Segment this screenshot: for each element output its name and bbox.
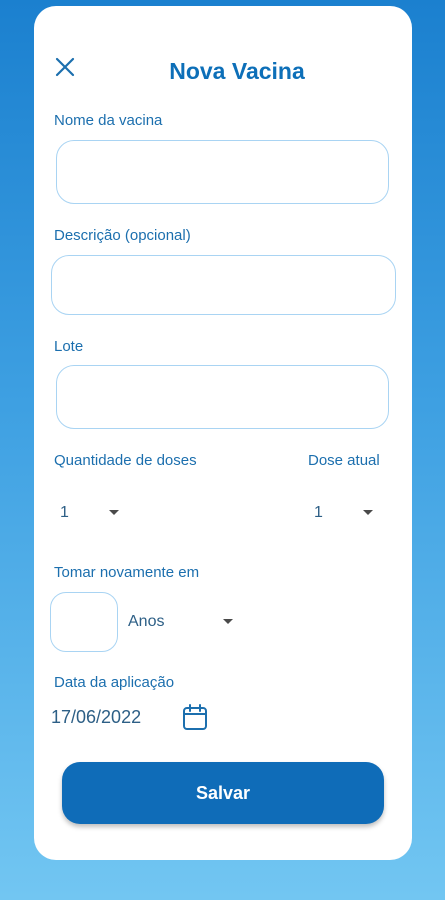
chevron-down-icon [223,619,233,624]
repeat-interval-input[interactable] [50,592,118,652]
lot-label: Lote [54,338,84,355]
repeat-unit-select[interactable] [128,611,238,633]
vaccine-name-label: Nome da vacina [54,112,163,129]
page-title: Nova Vacina [169,58,305,84]
lot-input[interactable] [56,365,389,429]
dose-quantity-label: Quantidade de doses [54,452,197,469]
dose-quantity-select[interactable] [60,502,124,524]
calendar-button[interactable] [182,704,208,737]
save-button[interactable]: Salvar [62,762,384,824]
repeat-label: Tomar novamente em [54,564,200,581]
application-date-label: Data da aplicação [54,674,175,691]
calendar-icon [182,704,208,732]
chevron-down-icon [363,510,373,515]
dose-quantity-value: 1 [60,504,69,521]
vaccine-name-input[interactable] [56,140,389,204]
current-dose-value: 1 [314,504,323,521]
description-input[interactable] [51,255,396,315]
new-vaccine-card [34,6,412,860]
application-date-value[interactable]: 17/06/2022 [51,707,142,727]
current-dose-label: Dose atual [308,452,380,469]
chevron-down-icon [109,510,119,515]
repeat-unit-value: Anos [128,613,165,630]
description-label: Descrição (opcional) [54,227,191,244]
current-dose-select[interactable] [314,502,378,524]
